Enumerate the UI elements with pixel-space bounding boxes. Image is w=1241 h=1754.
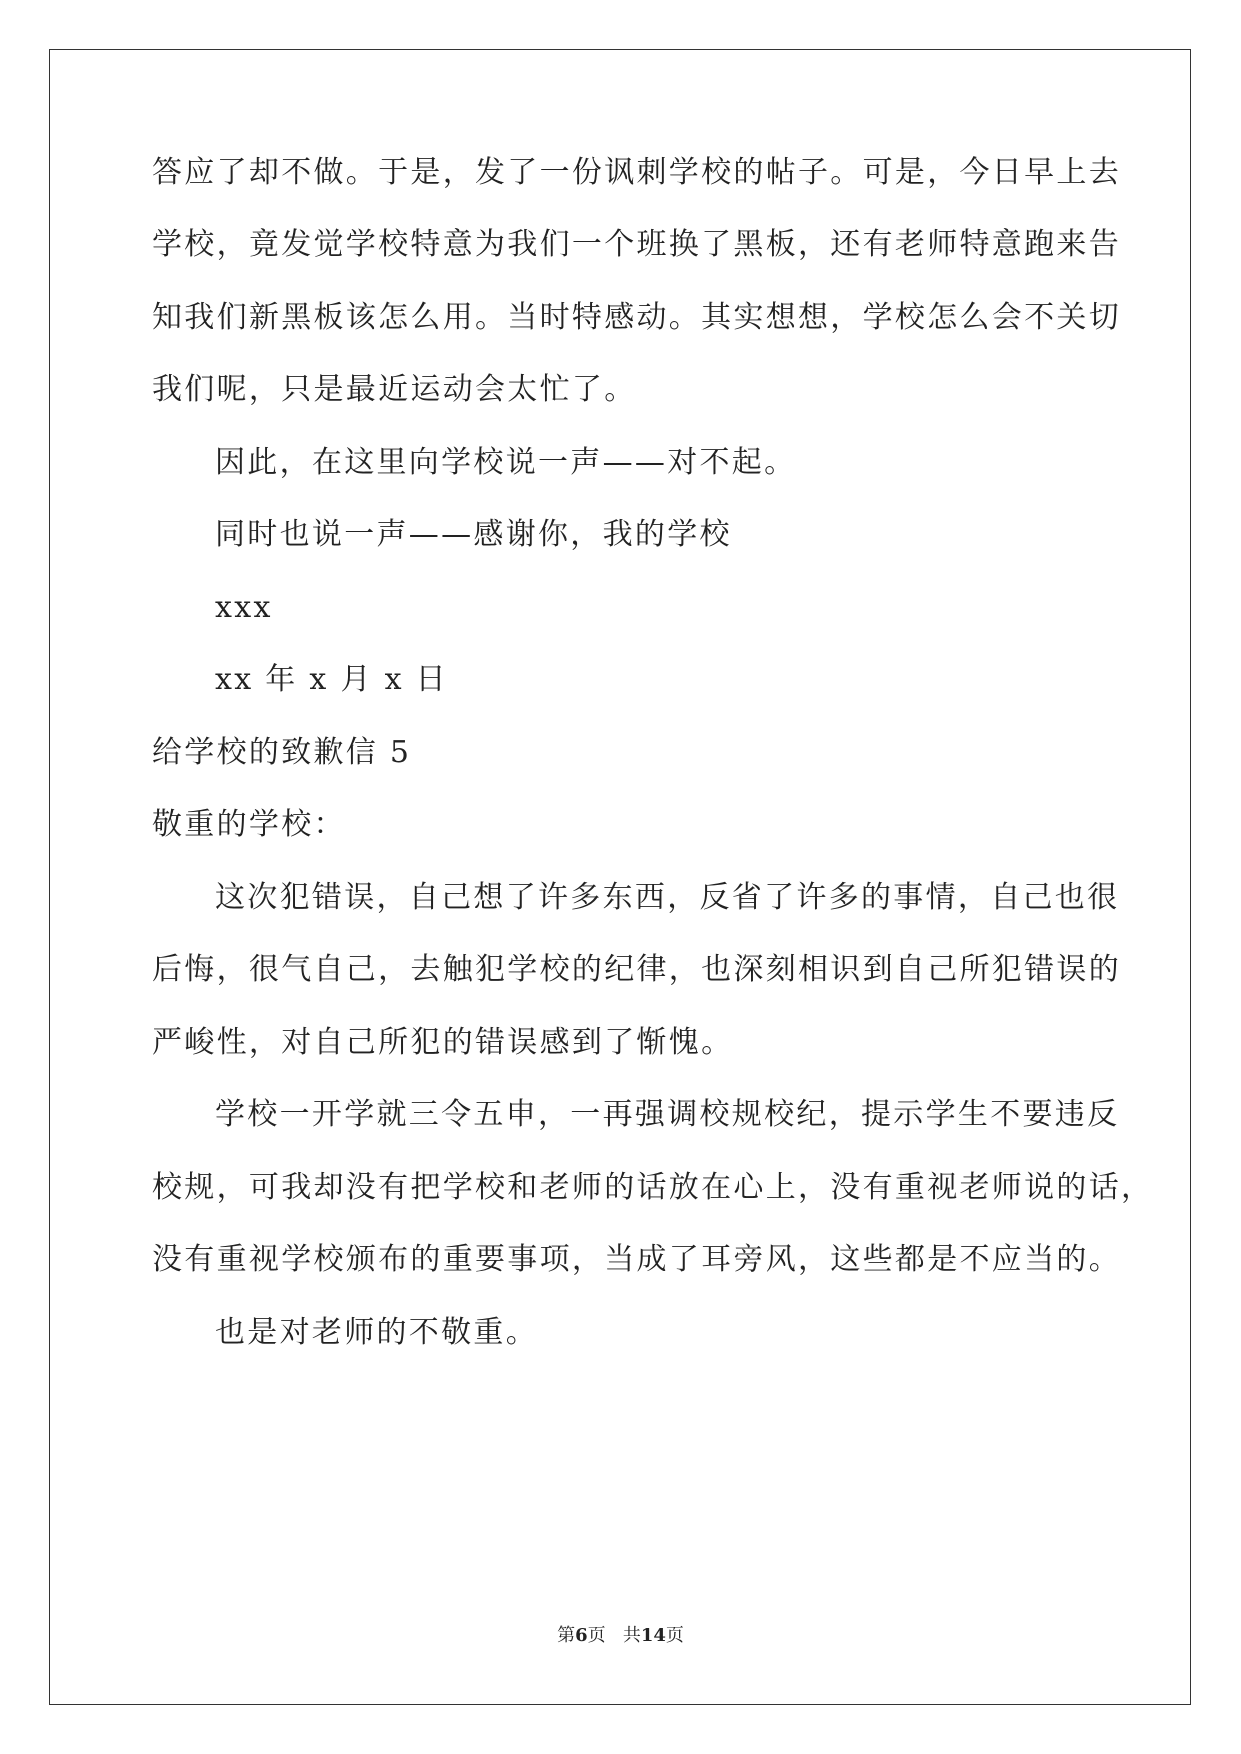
page-unit: 页: [587, 1625, 606, 1646]
total-unit: 页: [665, 1625, 684, 1646]
page-total: 14: [640, 1625, 666, 1646]
paragraph-line: 学校一开学就三令五申，一再强调校规校纪，提示学生不要违反: [215, 1097, 1120, 1132]
paragraph-line: 后悔，很气自己，去触犯学校的纪律，也深刻相识到自己所犯错误的: [152, 952, 1121, 987]
paragraph-line: 校规，可我却没有把学校和老师的话放在心上，没有重视老师说的话，: [152, 1170, 1154, 1205]
paragraph-line: 学校，竟发觉学校特意为我们一个班换了黑板，还有老师特意跑来告: [152, 227, 1121, 262]
paragraph-line: 同时也说一声——感谢你，我的学校: [215, 517, 732, 552]
paragraph-line: 我们呢，只是最近运动会太忙了。: [152, 372, 637, 407]
signature-name: xxx: [215, 590, 273, 625]
paragraph-line: 因此，在这里向学校说一声——对不起。: [215, 445, 797, 480]
page-prefix: 第: [557, 1625, 576, 1646]
paragraph-line: 答应了却不做。于是，发了一份讽刺学校的帖子。可是，今日早上去: [152, 155, 1121, 190]
paragraph-line: 知我们新黑板该怎么用。当时特感动。其实想想，学校怎么会不关切: [152, 300, 1121, 335]
signature-date: xx 年 x 月 x 日: [215, 662, 448, 697]
paragraph-line: 没有重视学校颁布的重要事项，当成了耳旁风，这些都是不应当的。: [152, 1242, 1121, 1277]
page-current: 6: [575, 1625, 588, 1646]
paragraph-line: 严峻性，对自己所犯的错误感到了惭愧。: [152, 1025, 734, 1060]
paragraph-line: 也是对老师的不敬重。: [215, 1315, 538, 1350]
page-footer: [0, 1625, 1241, 1647]
total-prefix: 共: [622, 1625, 641, 1646]
paragraph-line: 这次犯错误，自己想了许多东西，反省了许多的事情，自己也很: [215, 880, 1120, 915]
page-border: [49, 49, 1191, 1705]
salutation: 敬重的学校：: [152, 807, 346, 842]
section-title: 给学校的致歉信 5: [152, 735, 412, 770]
